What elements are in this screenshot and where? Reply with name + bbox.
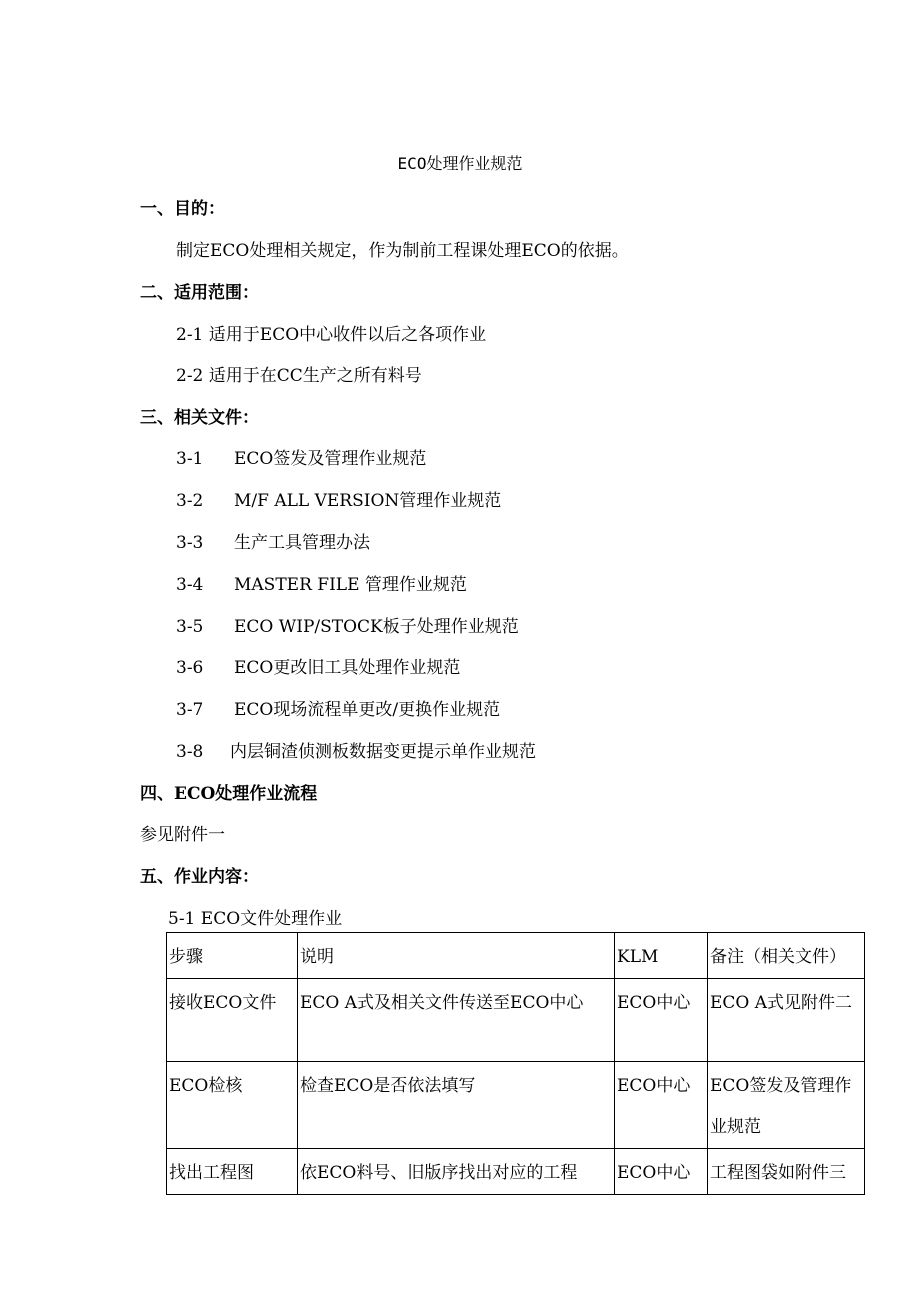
ref-doc-number: 3-7 [176,700,204,720]
table-cell: 工程图袋如附件三 [708,1149,865,1195]
table-header-cell: KLM [615,933,708,979]
eco-process-table [166,932,865,1195]
table-cell: ECO检核 [167,1062,298,1149]
ref-doc-title: MASTER FILE 管理作业规范 [234,575,467,595]
section-3-heading: 三、相关文件： [140,408,259,428]
section-4-text: 参见附件一 [140,825,225,845]
ref-doc-number: 3-4 [176,575,204,595]
ref-doc-item [176,653,460,678]
table-header-row [167,933,865,979]
section-2-item: 2-1 适用于ECO中心收件以后之各项作业 [176,325,487,345]
table-cell: 接收ECO文件 [167,979,298,1062]
ref-doc-title: ECO现场流程单更改/更换作业规范 [234,700,501,720]
table-cell: ECO中心 [615,1062,708,1149]
ref-doc-number: 3-1 [176,449,204,469]
table-row [167,1149,865,1195]
ref-doc-item [176,695,500,720]
table-row [167,1062,865,1149]
ref-doc-title: ECO更改旧工具处理作业规范 [234,658,461,678]
table-row [167,979,865,1062]
section-4-heading: 四、ECO处理作业流程 [140,784,318,804]
section-5-heading: 五、作业内容： [140,867,259,887]
ref-doc-title: ECO WIP/STOCK板子处理作业规范 [234,617,519,637]
table-cell: ECO A式及相关文件传送至ECO中心 [298,979,615,1062]
table-cell: 依ECO料号、旧版序找出对应的工程 [298,1149,615,1195]
section-2-item: 2-2 适用于在CC生产之所有料号 [176,366,422,386]
table-cell: ECO A式见附件二 [708,979,865,1062]
ref-doc-item [176,486,501,511]
table-header-cell: 步骤 [167,933,298,979]
ref-doc-number: 3-5 [176,617,204,637]
page-title: ECO处理作业规范 [397,154,523,173]
ref-doc-title: 生产工具管理办法 [234,533,370,553]
table-cell: ECO签发及管理作业规范 [708,1062,865,1149]
table-header-cell: 说明 [298,933,615,979]
ref-doc-item [176,737,536,762]
ref-doc-item [176,612,519,637]
ref-doc-number: 3-3 [176,533,204,553]
section-1-text: 制定ECO处理相关规定，作为制前工程课处理ECO的依据。 [176,241,629,261]
ref-doc-title: M/F ALL VERSION管理作业规范 [234,491,502,511]
ref-doc-item [176,444,426,469]
table-cell: ECO中心 [615,979,708,1062]
table-cell: ECO中心 [615,1149,708,1195]
ref-doc-number: 3-2 [176,491,204,511]
section-2-heading: 二、适用范围： [140,283,259,303]
ref-doc-item [176,570,467,595]
ref-doc-title: 内层铜渣侦测板数据变更提示单作业规范 [230,742,536,762]
section-1-heading: 一、目的： [140,199,225,219]
table-cell: 找出工程图 [167,1149,298,1195]
ref-doc-number: 3-6 [176,658,204,678]
ref-doc-number: 3-8 [176,742,204,762]
table-cell: 检查ECO是否依法填写 [298,1062,615,1149]
ref-doc-title: ECO签发及管理作业规范 [234,449,427,469]
ref-doc-item [176,528,370,553]
table-header-cell: 备注（相关文件） [708,933,865,979]
section-5-subheading: 5-1 ECO文件处理作业 [168,909,343,929]
